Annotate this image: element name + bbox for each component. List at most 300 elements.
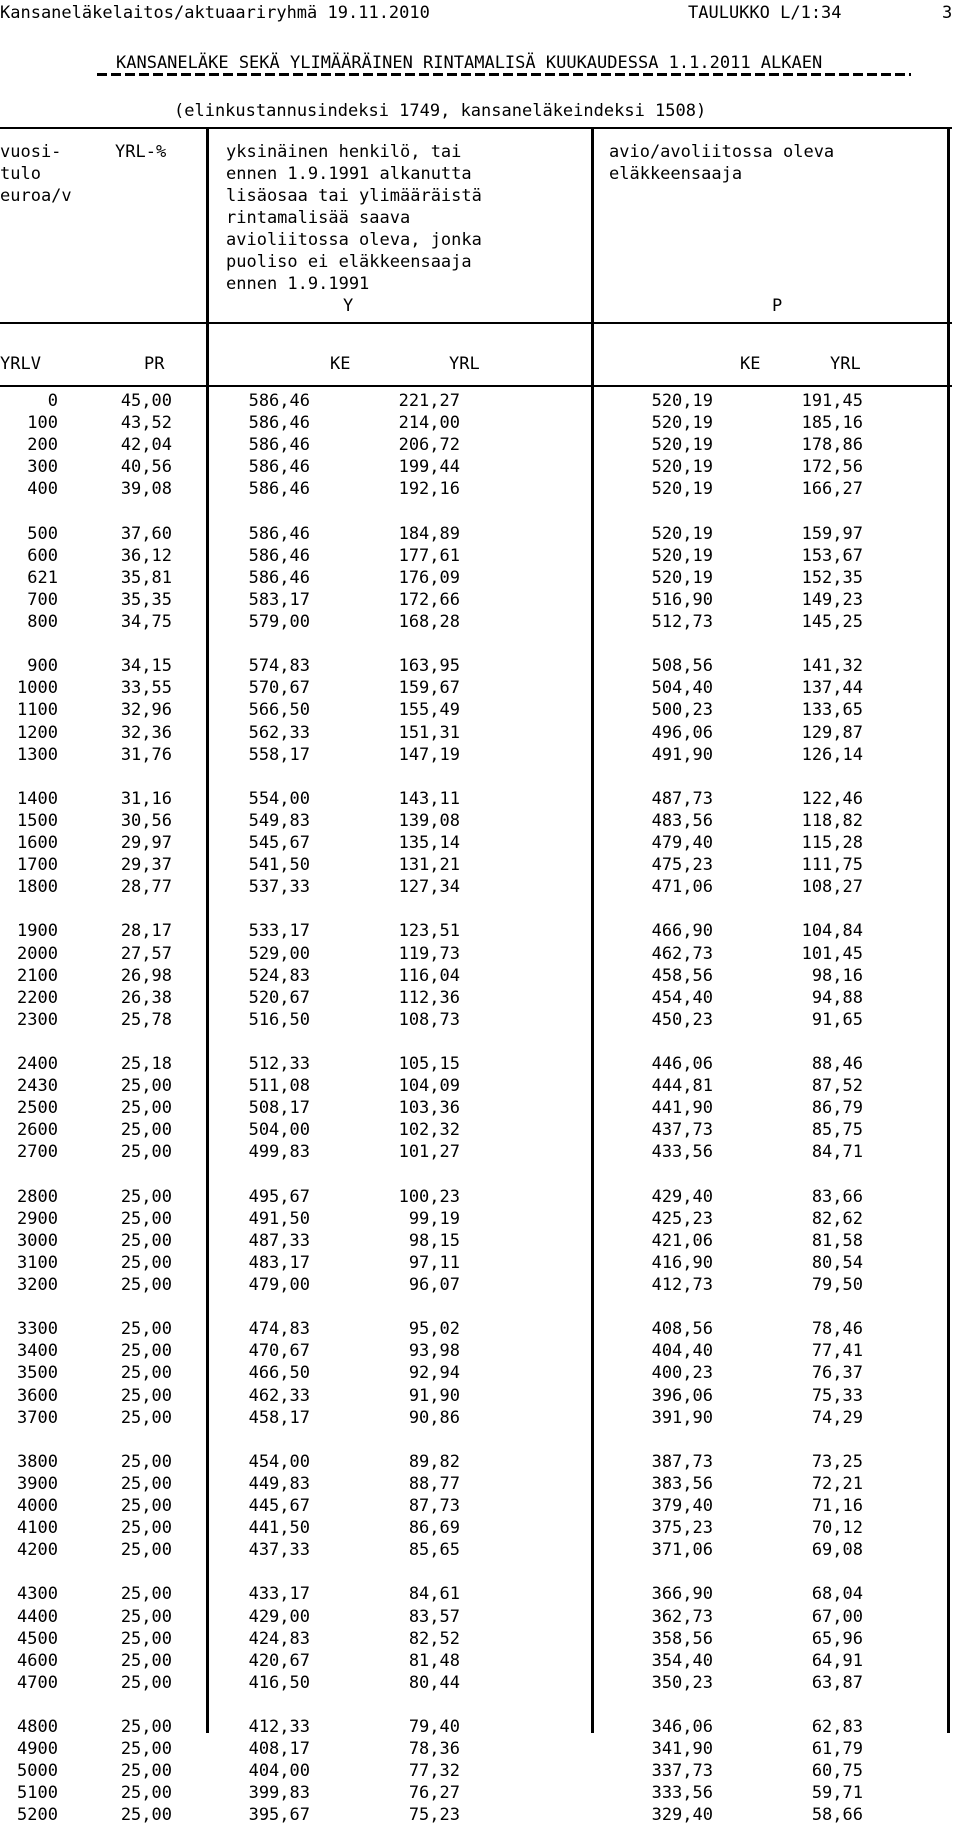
cell-yrl-married: 118,82	[801, 811, 863, 831]
cell-yrl-percent: 39,08	[120, 479, 172, 499]
page-header-table-id: TAULUKKO L/1:34	[688, 3, 842, 23]
cell-yrl-married: 172,56	[801, 457, 863, 477]
cell-yrl-married: 84,71	[811, 1142, 863, 1162]
cell-yrl-percent: 25,00	[120, 1673, 172, 1693]
cell-income: 2600	[17, 1120, 58, 1140]
cell-ke-married: 475,23	[651, 855, 713, 875]
cell-ke-married: 425,23	[651, 1209, 713, 1229]
cell-income: 4400	[17, 1607, 58, 1627]
cell-income: 4800	[17, 1717, 58, 1737]
cell-yrl-married: 141,32	[801, 656, 863, 676]
cell-income: 900	[27, 656, 58, 676]
cell-yrl-percent: 25,00	[120, 1717, 172, 1737]
cell-yrl-married: 129,87	[801, 723, 863, 743]
cell-yrl-percent: 43,52	[120, 413, 172, 433]
cell-yrl-married: 77,41	[811, 1341, 863, 1361]
cell-yrl-single: 88,77	[408, 1474, 460, 1494]
cell-ke-single: 483,17	[248, 1253, 310, 1273]
cell-ke-single: 586,46	[248, 546, 310, 566]
cell-income: 4000	[17, 1496, 58, 1516]
cell-ke-married: 429,40	[651, 1187, 713, 1207]
page-header-source: Kansaneläkelaitos/aktuaariryhmä 19.11.2010	[0, 3, 430, 23]
subheader-yrlv: YRLV	[0, 354, 41, 374]
cell-ke-married: 412,73	[651, 1275, 713, 1295]
cell-income: 1700	[17, 855, 58, 875]
cell-ke-married: 444,81	[651, 1076, 713, 1096]
cell-yrl-married: 67,00	[811, 1607, 863, 1627]
header-yrl-percent: YRL-%	[115, 142, 167, 162]
cell-yrl-percent: 25,00	[120, 1783, 172, 1803]
cell-ke-single: 586,46	[248, 435, 310, 455]
cell-yrl-percent: 25,00	[120, 1518, 172, 1538]
cell-yrl-single: 87,73	[408, 1496, 460, 1516]
cell-yrl-single: 206,72	[398, 435, 460, 455]
cell-ke-single: 408,17	[248, 1739, 310, 1759]
header-single-line-5: avioliitossa oleva, jonka	[226, 230, 482, 250]
cell-yrl-percent: 25,00	[120, 1496, 172, 1516]
cell-ke-married: 520,19	[651, 479, 713, 499]
cell-ke-single: 570,67	[248, 678, 310, 698]
cell-yrl-single: 103,36	[398, 1098, 460, 1118]
cell-yrl-single: 104,09	[398, 1076, 460, 1096]
cell-yrl-percent: 25,78	[120, 1010, 172, 1030]
cell-ke-married: 391,90	[651, 1408, 713, 1428]
cell-yrl-single: 85,65	[408, 1540, 460, 1560]
cell-yrl-married: 79,50	[811, 1275, 863, 1295]
cell-yrl-married: 152,35	[801, 568, 863, 588]
cell-ke-single: 462,33	[248, 1386, 310, 1406]
cell-yrl-single: 116,04	[398, 966, 460, 986]
cell-income: 4600	[17, 1651, 58, 1671]
cell-yrl-married: 133,65	[801, 700, 863, 720]
cell-ke-single: 586,46	[248, 479, 310, 499]
cell-yrl-married: 145,25	[801, 612, 863, 632]
cell-yrl-single: 135,14	[398, 833, 460, 853]
cell-ke-single: 420,67	[248, 1651, 310, 1671]
cell-ke-single: 566,50	[248, 700, 310, 720]
cell-income: 1500	[17, 811, 58, 831]
cell-yrl-single: 184,89	[398, 524, 460, 544]
cell-ke-single: 586,46	[248, 391, 310, 411]
cell-yrl-percent: 29,97	[120, 833, 172, 853]
cell-yrl-married: 87,52	[811, 1076, 863, 1096]
cell-ke-single: 558,17	[248, 745, 310, 765]
cell-income: 2800	[17, 1187, 58, 1207]
cell-ke-married: 471,06	[651, 877, 713, 897]
cell-ke-married: 400,23	[651, 1363, 713, 1383]
cell-ke-married: 362,73	[651, 1607, 713, 1627]
page-number: 3	[942, 3, 953, 23]
cell-income: 4700	[17, 1673, 58, 1693]
cell-yrl-married: 86,79	[811, 1098, 863, 1118]
cell-ke-married: 450,23	[651, 1010, 713, 1030]
cell-yrl-percent: 25,00	[120, 1187, 172, 1207]
cell-ke-married: 508,56	[651, 656, 713, 676]
cell-yrl-married: 191,45	[801, 391, 863, 411]
cell-yrl-single: 79,40	[408, 1717, 460, 1737]
cell-yrl-single: 90,86	[408, 1408, 460, 1428]
cell-yrl-percent: 25,00	[120, 1209, 172, 1229]
cell-ke-single: 433,17	[248, 1584, 310, 1604]
cell-ke-married: 512,73	[651, 612, 713, 632]
cell-yrl-single: 123,51	[398, 921, 460, 941]
cell-yrl-single: 127,34	[398, 877, 460, 897]
cell-yrl-percent: 25,00	[120, 1275, 172, 1295]
title-underline	[97, 73, 911, 76]
cell-ke-married: 350,23	[651, 1673, 713, 1693]
cell-ke-single: 554,00	[248, 789, 310, 809]
cell-yrl-percent: 25,00	[120, 1452, 172, 1472]
cell-income: 2100	[17, 966, 58, 986]
cell-income: 621	[27, 568, 58, 588]
cell-yrl-percent: 25,00	[120, 1120, 172, 1140]
cell-ke-married: 520,19	[651, 435, 713, 455]
cell-yrl-single: 99,19	[408, 1209, 460, 1229]
cell-income: 2900	[17, 1209, 58, 1229]
cell-ke-married: 408,56	[651, 1319, 713, 1339]
header-mid-rule	[0, 322, 952, 324]
cell-ke-married: 520,19	[651, 413, 713, 433]
cell-ke-married: 333,56	[651, 1783, 713, 1803]
cell-yrl-married: 122,46	[801, 789, 863, 809]
cell-yrl-single: 81,48	[408, 1651, 460, 1671]
cell-yrl-percent: 28,17	[120, 921, 172, 941]
cell-yrl-percent: 25,00	[120, 1098, 172, 1118]
cell-income: 5200	[17, 1805, 58, 1825]
cell-income: 3500	[17, 1363, 58, 1383]
cell-yrl-single: 95,02	[408, 1319, 460, 1339]
cell-ke-single: 586,46	[248, 413, 310, 433]
cell-yrl-single: 82,52	[408, 1629, 460, 1649]
cell-ke-single: 399,83	[248, 1783, 310, 1803]
cell-yrl-married: 61,79	[811, 1739, 863, 1759]
cell-yrl-percent: 30,56	[120, 811, 172, 831]
cell-yrl-married: 104,84	[801, 921, 863, 941]
cell-ke-single: 537,33	[248, 877, 310, 897]
cell-income: 700	[27, 590, 58, 610]
cell-ke-single: 545,67	[248, 833, 310, 853]
cell-ke-married: 329,40	[651, 1805, 713, 1825]
cell-yrl-married: 159,97	[801, 524, 863, 544]
cell-ke-married: 496,06	[651, 723, 713, 743]
cell-yrl-percent: 27,57	[120, 944, 172, 964]
cell-yrl-single: 93,98	[408, 1341, 460, 1361]
cell-yrl-percent: 25,00	[120, 1540, 172, 1560]
header-bottom-rule	[0, 385, 952, 387]
page-subtitle: (elinkustannusindeksi 1749, kansaneläkeindeksi 1508)	[174, 101, 707, 121]
cell-yrl-percent: 25,00	[120, 1651, 172, 1671]
cell-income: 3400	[17, 1341, 58, 1361]
cell-yrl-married: 78,46	[811, 1319, 863, 1339]
cell-income: 2500	[17, 1098, 58, 1118]
cell-ke-single: 520,67	[248, 988, 310, 1008]
cell-yrl-single: 176,09	[398, 568, 460, 588]
header-single-line-2: ennen 1.9.1991 alkanutta	[226, 164, 472, 184]
cell-ke-single: 579,00	[248, 612, 310, 632]
cell-yrl-single: 75,23	[408, 1805, 460, 1825]
cell-yrl-percent: 37,60	[120, 524, 172, 544]
cell-ke-single: 470,67	[248, 1341, 310, 1361]
cell-income: 3200	[17, 1275, 58, 1295]
cell-income: 2430	[17, 1076, 58, 1096]
cell-yrl-percent: 25,00	[120, 1761, 172, 1781]
cell-yrl-married: 91,65	[811, 1010, 863, 1030]
cell-ke-single: 416,50	[248, 1673, 310, 1693]
cell-ke-single: 424,83	[248, 1629, 310, 1649]
cell-ke-married: 483,56	[651, 811, 713, 831]
cell-yrl-single: 155,49	[398, 700, 460, 720]
cell-yrl-percent: 31,16	[120, 789, 172, 809]
cell-yrl-married: 63,87	[811, 1673, 863, 1693]
cell-income: 800	[27, 612, 58, 632]
cell-yrl-percent: 25,00	[120, 1253, 172, 1273]
cell-income: 1000	[17, 678, 58, 698]
cell-yrl-married: 83,66	[811, 1187, 863, 1207]
cell-yrl-percent: 31,76	[120, 745, 172, 765]
cell-yrl-married: 58,66	[811, 1805, 863, 1825]
cell-income: 2300	[17, 1010, 58, 1030]
cell-ke-married: 441,90	[651, 1098, 713, 1118]
cell-income: 3100	[17, 1253, 58, 1273]
cell-income: 4100	[17, 1518, 58, 1538]
cell-yrl-percent: 25,00	[120, 1408, 172, 1428]
cell-yrl-married: 73,25	[811, 1452, 863, 1472]
cell-ke-married: 487,73	[651, 789, 713, 809]
cell-yrl-single: 112,36	[398, 988, 460, 1008]
cell-ke-married: 375,23	[651, 1518, 713, 1538]
cell-income: 400	[27, 479, 58, 499]
cell-ke-married: 520,19	[651, 546, 713, 566]
cell-yrl-percent: 36,12	[120, 546, 172, 566]
cell-income: 2200	[17, 988, 58, 1008]
cell-ke-married: 371,06	[651, 1540, 713, 1560]
cell-yrl-single: 98,15	[408, 1231, 460, 1251]
cell-ke-married: 383,56	[651, 1474, 713, 1494]
cell-income: 4200	[17, 1540, 58, 1560]
cell-ke-single: 437,33	[248, 1540, 310, 1560]
cell-ke-married: 458,56	[651, 966, 713, 986]
cell-yrl-percent: 42,04	[120, 435, 172, 455]
cell-yrl-percent: 25,00	[120, 1142, 172, 1162]
column-divider-right	[947, 128, 950, 1733]
cell-ke-single: 499,83	[248, 1142, 310, 1162]
cell-ke-single: 429,00	[248, 1607, 310, 1627]
cell-yrl-married: 64,91	[811, 1651, 863, 1671]
cell-yrl-married: 70,12	[811, 1518, 863, 1538]
cell-yrl-married: 178,86	[801, 435, 863, 455]
cell-yrl-percent: 28,77	[120, 877, 172, 897]
cell-ke-married: 500,23	[651, 700, 713, 720]
cell-yrl-single: 199,44	[398, 457, 460, 477]
cell-yrl-married: 68,04	[811, 1584, 863, 1604]
cell-income: 1800	[17, 877, 58, 897]
cell-yrl-married: 94,88	[811, 988, 863, 1008]
cell-ke-married: 520,19	[651, 568, 713, 588]
cell-ke-single: 524,83	[248, 966, 310, 986]
cell-ke-single: 445,67	[248, 1496, 310, 1516]
cell-ke-single: 562,33	[248, 723, 310, 743]
header-income-line-1: vuosi-	[0, 142, 62, 162]
cell-yrl-single: 105,15	[398, 1054, 460, 1074]
cell-ke-married: 520,19	[651, 391, 713, 411]
header-married-code: P	[772, 296, 783, 316]
cell-yrl-single: 76,27	[408, 1783, 460, 1803]
cell-yrl-percent: 25,00	[120, 1231, 172, 1251]
cell-yrl-percent: 45,00	[120, 391, 172, 411]
cell-yrl-married: 69,08	[811, 1540, 863, 1560]
cell-yrl-married: 185,16	[801, 413, 863, 433]
cell-yrl-single: 172,66	[398, 590, 460, 610]
cell-ke-married: 354,40	[651, 1651, 713, 1671]
cell-ke-married: 404,40	[651, 1341, 713, 1361]
cell-income: 5000	[17, 1761, 58, 1781]
cell-yrl-single: 78,36	[408, 1739, 460, 1759]
cell-ke-single: 574,83	[248, 656, 310, 676]
cell-income: 3700	[17, 1408, 58, 1428]
cell-yrl-single: 100,23	[398, 1187, 460, 1207]
cell-income: 4300	[17, 1584, 58, 1604]
cell-yrl-single: 108,73	[398, 1010, 460, 1030]
cell-yrl-single: 89,82	[408, 1452, 460, 1472]
cell-yrl-married: 126,14	[801, 745, 863, 765]
cell-income: 5100	[17, 1783, 58, 1803]
subheader-yrl-married: YRL	[830, 354, 861, 374]
cell-yrl-percent: 25,00	[120, 1076, 172, 1096]
cell-ke-single: 533,17	[248, 921, 310, 941]
cell-yrl-percent: 25,18	[120, 1054, 172, 1074]
cell-yrl-single: 102,32	[398, 1120, 460, 1140]
cell-yrl-percent: 25,00	[120, 1607, 172, 1627]
cell-ke-single: 395,67	[248, 1805, 310, 1825]
cell-yrl-single: 151,31	[398, 723, 460, 743]
cell-ke-single: 511,08	[248, 1076, 310, 1096]
cell-ke-single: 541,50	[248, 855, 310, 875]
cell-ke-married: 366,90	[651, 1584, 713, 1604]
cell-ke-married: 462,73	[651, 944, 713, 964]
cell-yrl-single: 163,95	[398, 656, 460, 676]
cell-yrl-single: 80,44	[408, 1673, 460, 1693]
cell-ke-single: 586,46	[248, 568, 310, 588]
cell-yrl-percent: 25,00	[120, 1319, 172, 1339]
cell-yrl-single: 159,67	[398, 678, 460, 698]
cell-ke-single: 495,67	[248, 1187, 310, 1207]
cell-ke-single: 516,50	[248, 1010, 310, 1030]
cell-ke-single: 458,17	[248, 1408, 310, 1428]
cell-yrl-percent: 25,00	[120, 1805, 172, 1825]
cell-ke-married: 416,90	[651, 1253, 713, 1273]
page-title: KANSANELÄKE SEKÄ YLIMÄÄRÄINEN RINTAMALISÄ KUUKAUDESSA 1.1.2011 ALKAEN	[116, 53, 823, 73]
cell-yrl-married: 60,75	[811, 1761, 863, 1781]
cell-yrl-single: 86,69	[408, 1518, 460, 1538]
cell-income: 500	[27, 524, 58, 544]
cell-yrl-percent: 34,15	[120, 656, 172, 676]
cell-ke-single: 441,50	[248, 1518, 310, 1538]
cell-yrl-percent: 32,36	[120, 723, 172, 743]
cell-yrl-percent: 25,00	[120, 1386, 172, 1406]
cell-yrl-married: 72,21	[811, 1474, 863, 1494]
cell-yrl-single: 131,21	[398, 855, 460, 875]
cell-yrl-single: 221,27	[398, 391, 460, 411]
cell-yrl-single: 92,94	[408, 1363, 460, 1383]
cell-income: 1900	[17, 921, 58, 941]
cell-yrl-percent: 29,37	[120, 855, 172, 875]
cell-ke-married: 341,90	[651, 1739, 713, 1759]
cell-income: 600	[27, 546, 58, 566]
cell-income: 1400	[17, 789, 58, 809]
cell-income: 1200	[17, 723, 58, 743]
cell-yrl-married: 75,33	[811, 1386, 863, 1406]
cell-yrl-married: 59,71	[811, 1783, 863, 1803]
cell-yrl-percent: 34,75	[120, 612, 172, 632]
cell-income: 4500	[17, 1629, 58, 1649]
cell-yrl-percent: 25,00	[120, 1363, 172, 1383]
header-married-line-1: avio/avoliitossa oleva	[609, 142, 835, 162]
cell-ke-single: 454,00	[248, 1452, 310, 1472]
cell-ke-single: 404,00	[248, 1761, 310, 1781]
cell-yrl-single: 214,00	[398, 413, 460, 433]
cell-ke-single: 491,50	[248, 1209, 310, 1229]
cell-ke-single: 412,33	[248, 1717, 310, 1737]
subheader-pr: PR	[144, 354, 165, 374]
cell-income: 3900	[17, 1474, 58, 1494]
header-single-line-3: lisäosaa tai ylimääräistä	[226, 186, 482, 206]
header-top-rule	[0, 127, 952, 129]
cell-yrl-single: 139,08	[398, 811, 460, 831]
cell-ke-married: 387,73	[651, 1452, 713, 1472]
cell-yrl-single: 168,28	[398, 612, 460, 632]
cell-yrl-percent: 35,35	[120, 590, 172, 610]
cell-ke-single: 512,33	[248, 1054, 310, 1074]
cell-yrl-married: 85,75	[811, 1120, 863, 1140]
cell-yrl-percent: 25,00	[120, 1584, 172, 1604]
cell-yrl-single: 83,57	[408, 1607, 460, 1627]
cell-ke-single: 529,00	[248, 944, 310, 964]
header-single-code: Y	[343, 296, 354, 316]
cell-yrl-single: 143,11	[398, 789, 460, 809]
header-single-line-7: ennen 1.9.1991	[226, 274, 370, 294]
cell-ke-married: 396,06	[651, 1386, 713, 1406]
cell-yrl-percent: 25,00	[120, 1341, 172, 1361]
cell-ke-married: 504,40	[651, 678, 713, 698]
cell-yrl-single: 96,07	[408, 1275, 460, 1295]
cell-yrl-percent: 25,00	[120, 1474, 172, 1494]
cell-yrl-married: 71,16	[811, 1496, 863, 1516]
cell-income: 200	[27, 435, 58, 455]
cell-yrl-percent: 26,38	[120, 988, 172, 1008]
cell-ke-single: 474,83	[248, 1319, 310, 1339]
cell-yrl-married: 108,27	[801, 877, 863, 897]
cell-yrl-married: 137,44	[801, 678, 863, 698]
cell-ke-married: 491,90	[651, 745, 713, 765]
cell-yrl-single: 101,27	[398, 1142, 460, 1162]
cell-ke-married: 379,40	[651, 1496, 713, 1516]
cell-yrl-percent: 26,98	[120, 966, 172, 986]
cell-yrl-percent: 25,00	[120, 1739, 172, 1759]
header-single-line-1: yksinäinen henkilö, tai	[226, 142, 462, 162]
cell-ke-single: 479,00	[248, 1275, 310, 1295]
cell-income: 3300	[17, 1319, 58, 1339]
cell-ke-single: 487,33	[248, 1231, 310, 1251]
cell-income: 4900	[17, 1739, 58, 1759]
cell-ke-married: 454,40	[651, 988, 713, 1008]
cell-income: 2400	[17, 1054, 58, 1074]
cell-yrl-married: 62,83	[811, 1717, 863, 1737]
cell-ke-married: 358,56	[651, 1629, 713, 1649]
cell-yrl-single: 97,11	[408, 1253, 460, 1273]
cell-yrl-married: 115,28	[801, 833, 863, 853]
cell-income: 1300	[17, 745, 58, 765]
cell-income: 1600	[17, 833, 58, 853]
